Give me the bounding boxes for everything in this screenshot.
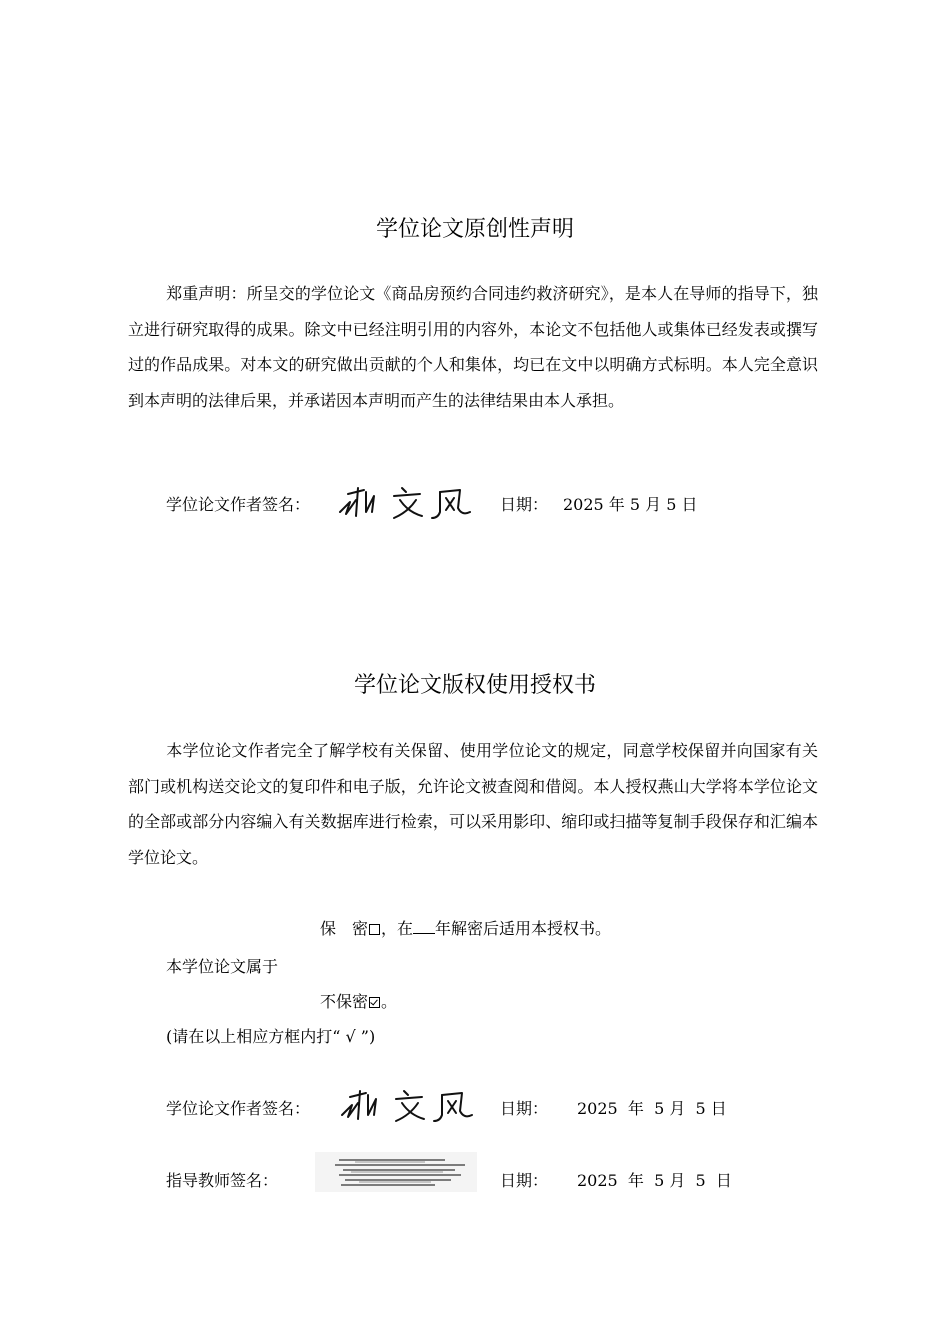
secret-label: 保 密 [320,919,369,938]
non-secret-checkbox[interactable] [369,997,380,1008]
belongs-label: 本学位论文属于 [166,957,279,976]
declaration-signature-image [336,482,476,522]
non-secret-option [320,992,397,1012]
authorization-author-date-label: 日期： [500,1099,549,1118]
secret-suffix-a: ，在 [381,919,414,938]
secret-checkbox[interactable] [369,924,380,935]
authorization-body: 本学位论文作者完全了解学校有关保留、使用学位论文的规定，同意学校保留并向国家有关部门或机构送交论文的复印件和电子版，允许论文被查阅和借阅。本人授权燕山大学将本学位论文的全部或部分内容编入有关数据库进行检索，可以采用影印、缩印或扫描等复制手段保存和汇编本学位论文。 [128,741,818,867]
secret-suffix-b: 年解密后适用本授权书。 [435,919,612,938]
authorization-author-date-value: 2025 年 5 月 5 日 [577,1099,727,1118]
non-secret-suffix: 。 [381,992,398,1011]
advisor-signature-redacted [315,1152,477,1192]
advisor-date-label: 日期： [500,1171,549,1190]
years-blank[interactable] [413,919,435,934]
redaction-lines [315,1152,477,1192]
authorization-title: 学位论文版权使用授权书 [353,673,596,698]
non-secret-label: 不保密 [320,992,369,1011]
authorization-signature-image [338,1085,478,1125]
declaration-date-label: 日期： [500,495,549,514]
instruction-text: (请在以上相应方框内打“ √ ”) [166,1027,376,1046]
secret-option [320,919,611,939]
declaration-body: 郑重声明：所呈交的学位论文《商品房预约合同违约救济研究》，是本人在导师的指导下，独立进行研究取得的成果。除文中已经注明引用的内容外，本论文不包括他人或集体已经发表或撰写过的作品成果。对本文的研究做出贡献的个人和集体，均已在文中以明确方式标明。本人完全意识到本声明的法律后果，并承诺因本声明而产生的法律结果由本人承担。 [128,284,818,410]
declaration-date-value: 2025 年 5 月 5 日 [563,495,698,514]
authorization-author-sign-label: 学位论文作者签名： [166,1099,311,1118]
declaration-title: 学位论文原创性声明 [375,217,574,242]
declaration-paragraph [128,276,818,418]
declaration-author-sign-label: 学位论文作者签名： [166,495,311,514]
advisor-sign-label: 指导教师签名： [166,1171,279,1190]
advisor-date-value: 2025 年 5 月 5 日 [577,1171,732,1190]
authorization-paragraph [128,733,818,875]
